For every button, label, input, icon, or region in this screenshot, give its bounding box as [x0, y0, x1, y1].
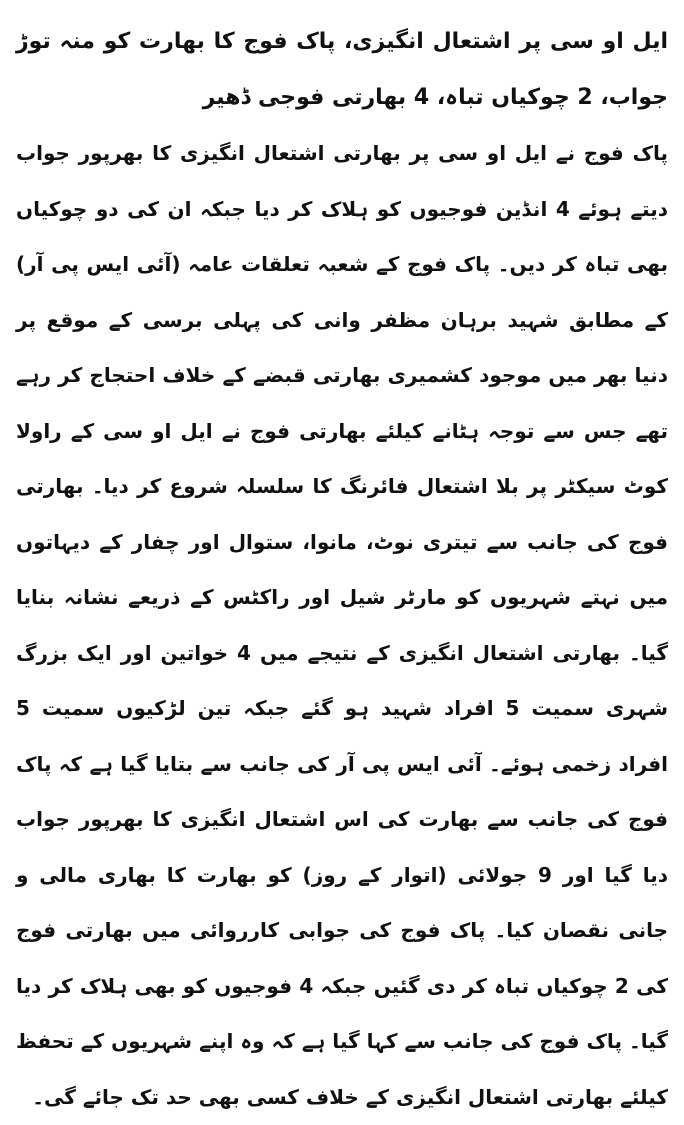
- news-article: [16, 14, 668, 1125]
- article-body: پاک فوج نے ایل او سی پر بھارتی اشتعال انگیزی کا بھرپور جواب دیتے ہوئے 4 انڈین فوجیوں کو ہلاک کر دیا جبکہ ان کی دو چوکیاں بھی تباہ کر دیں۔ پاک فوج کے شعبہ تعلقات عامہ (آئی ایس پی آر) کے مطابق شہید برہان مظفر وانی کی پہلی برسی کے موقع پر دنیا بھر میں موجود کشمیری بھارتی قبضے کے خلاف احتجاج کر رہے تھے جس سے توجہ ہٹانے کیلئے بھارتی فوج نے ایل او سی کے راولا کوٹ سیکٹر پر بلا اشتعال فائرنگ کا سلسلہ شروع کر دیا۔ بھارتی فوج کی جانب سے تیتری نوٹ، مانوا، ستوال اور چفار کے دیہاتوں میں نہتے شہریوں کو مارٹر شیل اور راکٹس کے ذریعے نشانہ بنایا گیا۔ بھارتی اشتعال انگیزی کے نتیجے میں 4 خواتین اور ایک بزرگ شہری سمیت 5 افراد شہید ہو گئے جبکہ تین لڑکیوں سمیت 5 افراد زخمی ہوئے۔ آئی ایس پی آر کی جانب سے بتایا گیا ہے کہ پاک فوج کی جانب سے بھارت کی اس اشتعال انگیزی کا بھرپور جواب دیا گیا اور 9 جولائی (اتوار کے روز) کو بھارت کا بھاری مالی و جانی نقصان کیا۔ پاک فوج کی جوابی کارروائی میں بھارتی فوج کی 2 چوکیاں تباہ کر دی گئیں جبکہ 4 فوجیوں کو بھی ہلاک کر دیا گیا۔ پاک فوج کی جانب سے کہا گیا ہے کہ وہ اپنے شہریوں کے تحفظ کیلئے بھارتی اشتعال انگیزی کے خلاف کسی بھی حد تک جائے گی۔: [16, 141, 669, 1109]
- article-headline: ایل او سی پر اشتعال انگیزی، پاک فوج کا بھارت کو منہ توڑ جواب، 2 چوکیاں تباہ، 4 بھارتی فوجی ڈھیر: [16, 29, 668, 110]
